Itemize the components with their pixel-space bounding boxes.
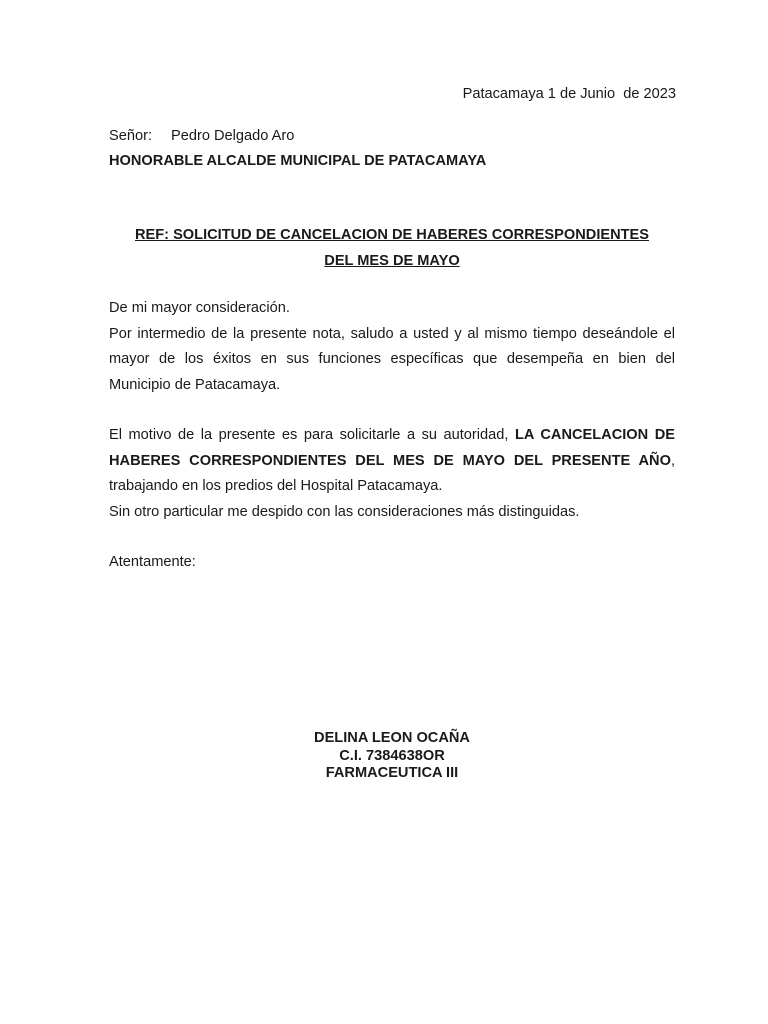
recipient-name: Pedro Delgado Aro [171, 128, 295, 144]
paragraph-2-rest: , trabajando en los predios del Hospital Patacamaya. [109, 452, 675, 494]
signature-name: DELINA LEON OCAÑA [314, 730, 470, 746]
reference-line-1: REF: SOLICITUD DE CANCELACION DE HABERES CORRESPONDIENTES [134, 227, 650, 243]
letter-date: Patacamaya 1 de Junio de 2023 [462, 86, 676, 102]
reference-line-2: DEL MES DE MAYO [324, 253, 460, 269]
paragraph-2-intro: El motivo de la presente es para solicitarle a su autoridad, [109, 427, 515, 443]
paragraph-spacer [109, 525, 675, 550]
reference-heading [109, 222, 675, 274]
greeting: De mi mayor consideración. [109, 300, 290, 316]
letter-body [109, 296, 675, 576]
recipient-line [109, 124, 675, 149]
signature-role: FARMACEUTICA III [325, 765, 459, 781]
closing-line: Sin otro particular me despido con las consideraciones más distinguidas. [109, 503, 580, 520]
paragraph-spacer [109, 398, 675, 423]
sign-off: Atentamente: [109, 554, 196, 570]
recipient-block [109, 124, 675, 174]
salutation-label: Señor: [109, 128, 152, 144]
paragraph-1: Por intermedio de la presente nota, saludo a usted y al mismo tiempo deseándole el mayor de los éxitos en sus funciones específicas que desempeña en bien del Municipio de Patacamaya. [109, 325, 675, 393]
paragraph-2-emphasis: LA CANCELACION DE HABERES CORRESPONDIENTES DEL MES DE MAYO DEL PRESENTE AÑO [109, 427, 675, 469]
signature-block [109, 730, 675, 783]
paragraph-2 [109, 423, 675, 500]
recipient-title: HONORABLE ALCALDE MUNICIPAL DE PATACAMAYA [109, 153, 487, 169]
signature-id: C.I. 7384638OR [339, 747, 445, 764]
